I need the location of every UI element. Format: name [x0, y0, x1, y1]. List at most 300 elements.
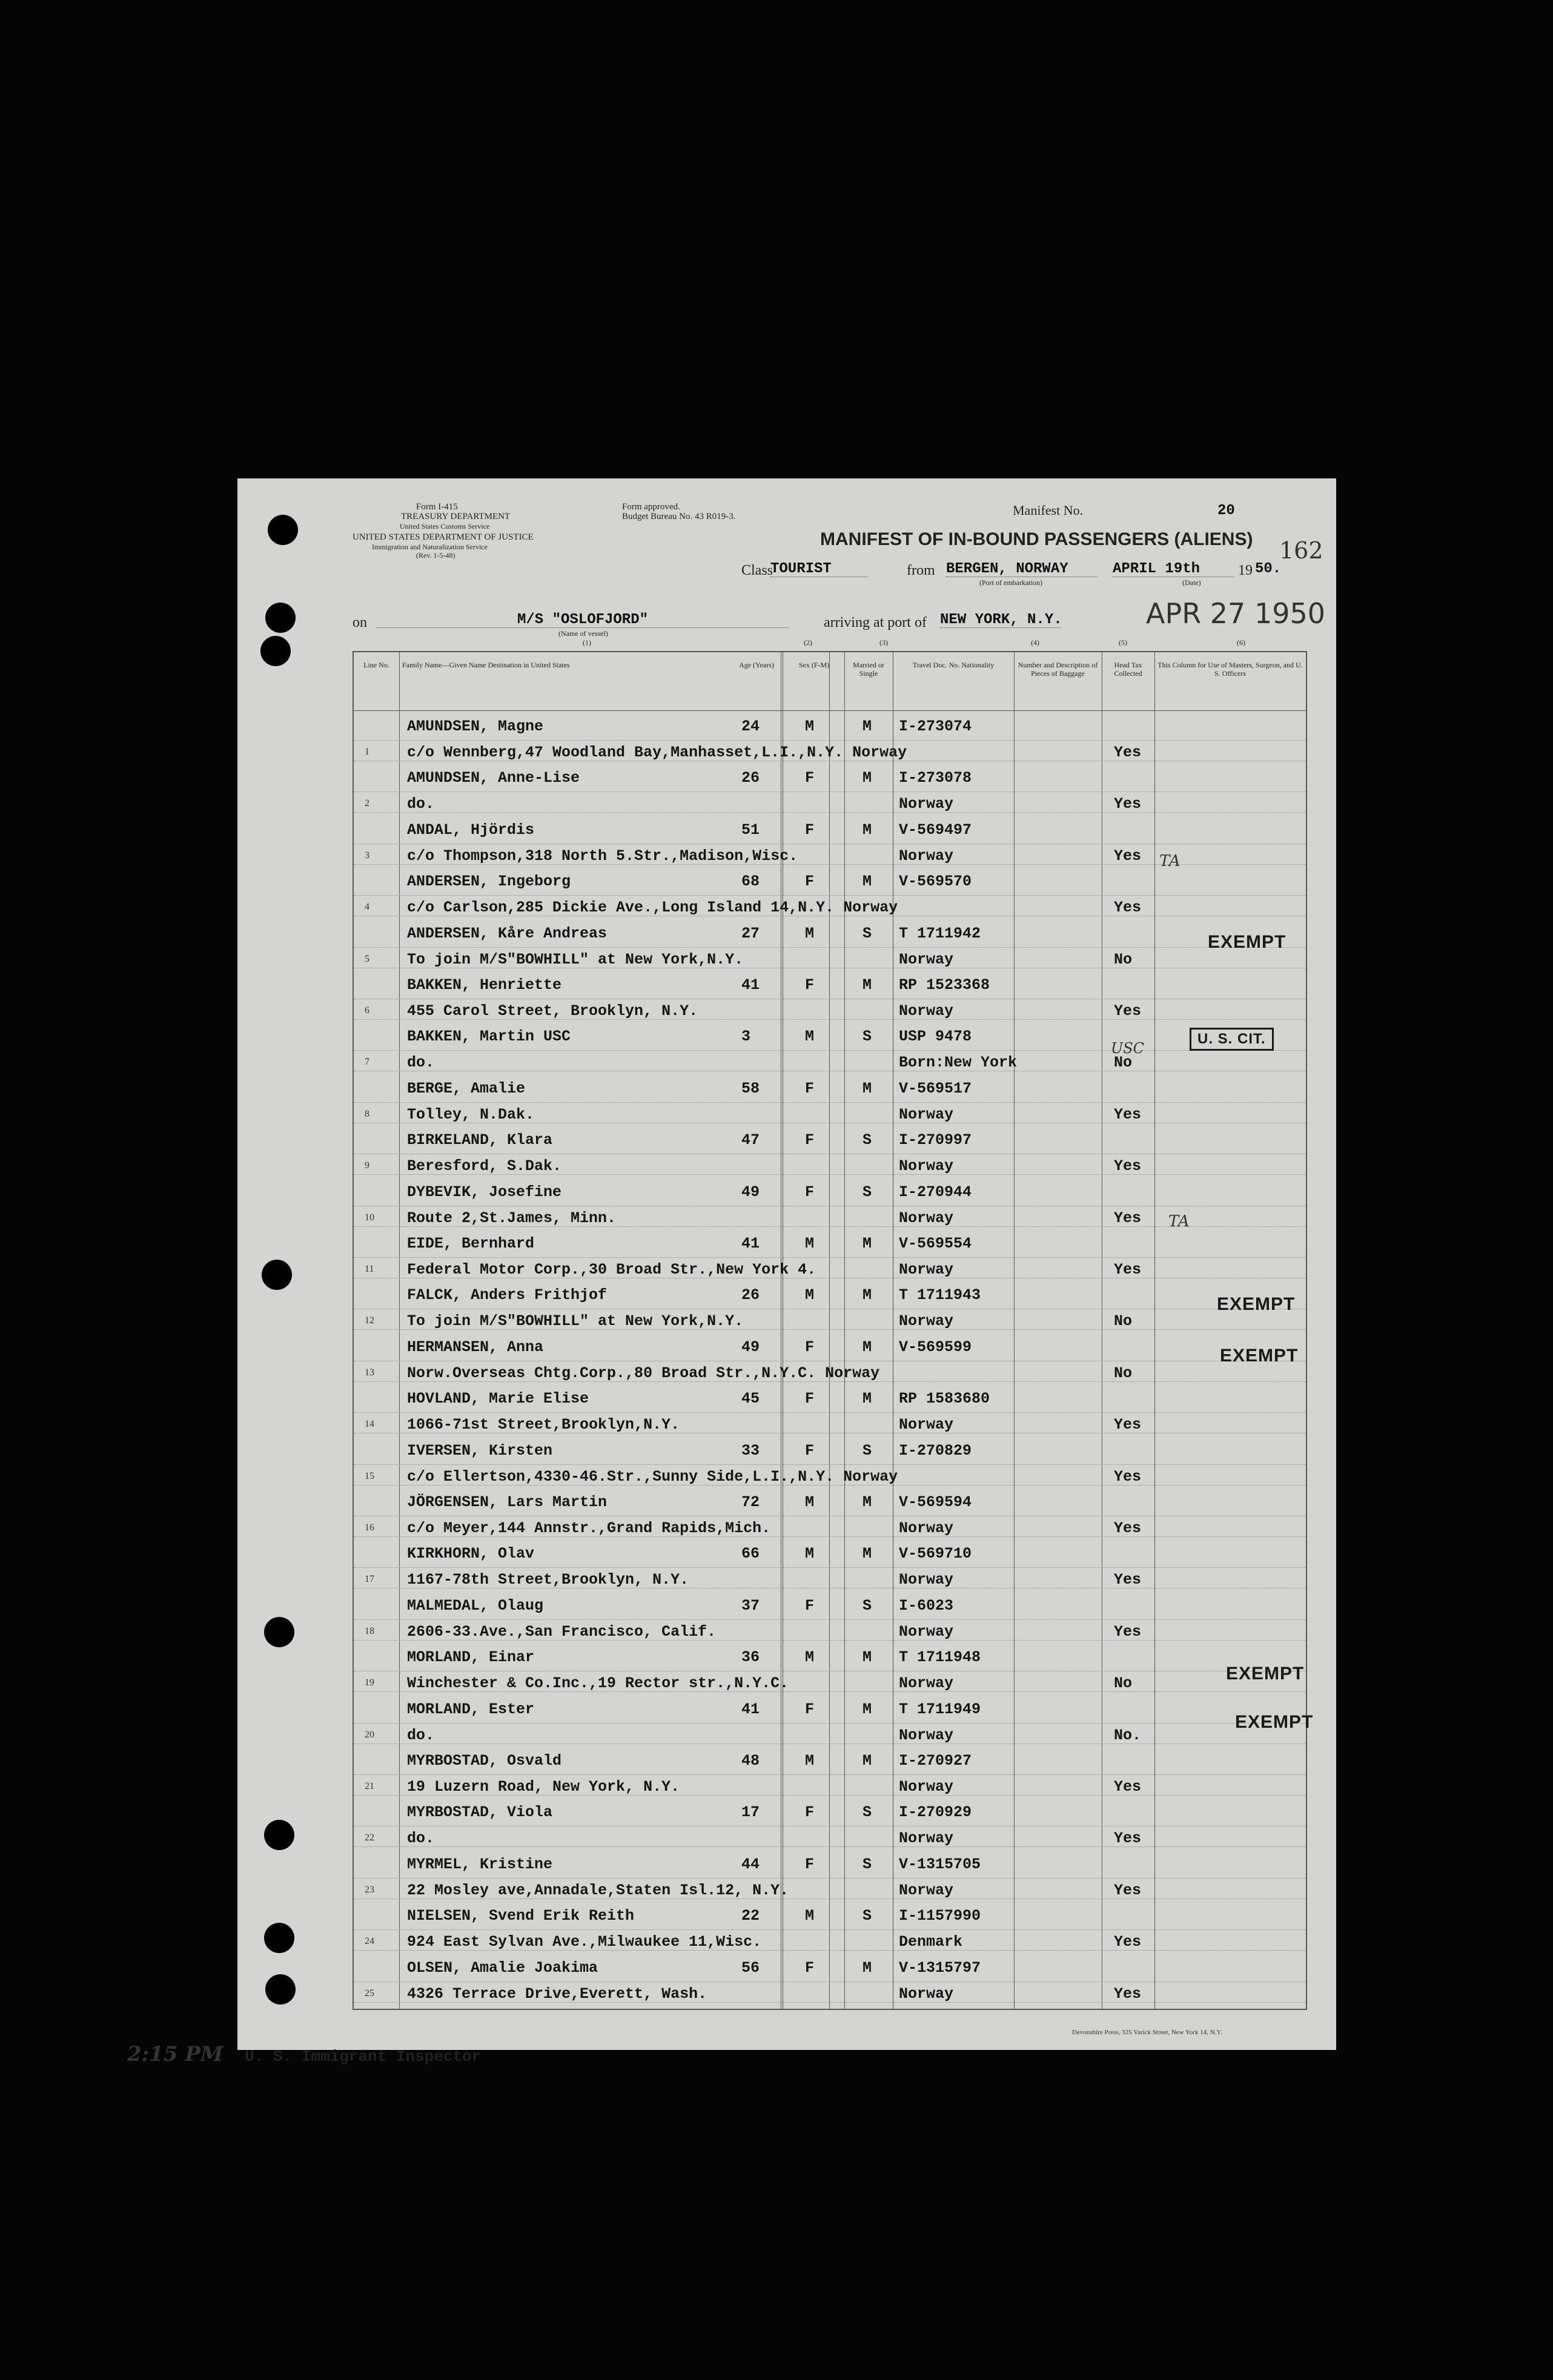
head-tax: Yes — [1114, 1571, 1142, 1589]
col-header-name: Family Name—Given Name Destination in United States — [402, 661, 570, 669]
ta-note: TA — [1159, 852, 1180, 870]
col-num-1: (1) — [583, 638, 591, 647]
from-label: from — [907, 563, 935, 578]
destination: 1167-78th Street,Brooklyn, N.Y. — [407, 1571, 689, 1589]
sex: F — [805, 1079, 815, 1097]
ta-note: TA — [1168, 1212, 1190, 1231]
table-row — [354, 1384, 1306, 1435]
travel-doc-no: V-569554 — [899, 1235, 972, 1252]
age: 37 — [741, 1596, 760, 1615]
age: 33 — [741, 1441, 760, 1459]
table-row — [354, 970, 1306, 1022]
age: 49 — [741, 1338, 760, 1356]
age: 56 — [741, 1959, 760, 1977]
travel-doc-no: I-1157990 — [899, 1907, 981, 1925]
time-note: 2:15 PM — [127, 2042, 224, 2066]
age: 49 — [741, 1183, 760, 1201]
press-credit: Devonshire Press, 325 Varick Street, New York 14, N.Y. — [1072, 2029, 1222, 2036]
destination: Route 2,St.James, Minn. — [407, 1209, 617, 1227]
sex: F — [805, 1338, 815, 1356]
destination: 455 Carol Street, Brooklyn, N.Y. — [407, 1002, 698, 1020]
table-row — [354, 1436, 1306, 1487]
sex: M — [805, 1235, 815, 1252]
table-row — [354, 1849, 1306, 1901]
head-tax: No — [1114, 1674, 1133, 1693]
sex: M — [805, 1752, 815, 1770]
table-row — [354, 1332, 1306, 1384]
line-number: 25 — [365, 1988, 374, 1998]
travel-doc-no: T 1711949 — [899, 1700, 981, 1718]
line-number: 1 — [365, 747, 369, 757]
vessel-note: (Name of vessel) — [558, 629, 608, 638]
passenger-name: MORLAND, Ester — [407, 1700, 535, 1718]
passenger-table — [353, 651, 1314, 2010]
col-header-age: Age (Years) — [739, 661, 774, 669]
sex: M — [805, 1907, 815, 1925]
sex: F — [805, 769, 815, 787]
nationality: Norway — [899, 1002, 954, 1020]
justice-line1: UNITED STATES DEPARTMENT OF JUSTICE — [353, 532, 534, 542]
marital-status: M — [863, 1286, 872, 1304]
age: 26 — [741, 1286, 760, 1304]
nationality: Norway — [899, 1209, 954, 1227]
form-number: Form I-415 — [416, 502, 458, 512]
passenger-name: BERGE, Amalie — [407, 1079, 526, 1097]
age: 68 — [741, 873, 760, 891]
destination: To join M/S"BOWHILL" at New York,N.Y. — [407, 950, 744, 968]
table-row — [354, 1229, 1306, 1280]
destination: Federal Motor Corp.,30 Broad Str.,New York 4. — [407, 1261, 816, 1278]
rev-date: (Rev. 1-5-48) — [416, 551, 455, 560]
table-row — [354, 1642, 1306, 1694]
line-number: 14 — [365, 1419, 374, 1430]
destination: 22 Mosley ave,Annadale,Staten Isl.12, N.Y. — [407, 1881, 789, 1899]
passenger-name: MYRBOSTAD, Viola — [407, 1803, 553, 1822]
col-num-6: (6) — [1237, 638, 1245, 647]
line-number: 15 — [365, 1470, 374, 1481]
nationality: Norway — [899, 1105, 954, 1123]
destination: To join M/S"BOWHILL" at New York,N.Y. — [407, 1312, 744, 1330]
travel-doc-no: V-569594 — [899, 1493, 972, 1511]
table-row — [354, 1694, 1306, 1746]
marital-status: S — [863, 1803, 872, 1822]
table-row — [354, 1591, 1306, 1642]
nationality: Norway — [899, 847, 954, 865]
from-value: BERGEN, NORWAY — [946, 562, 1098, 577]
head-tax: Yes — [1114, 1105, 1142, 1123]
destination: Beresford, S.Dak. — [407, 1157, 562, 1175]
sex: M — [805, 1028, 815, 1046]
budget-number: Budget Bureau No. 43 R019-3. — [622, 512, 736, 521]
age: 41 — [741, 976, 760, 994]
table-row — [354, 1953, 1306, 2005]
sex: F — [805, 821, 815, 839]
marital-status: M — [863, 718, 872, 735]
marital-status: S — [863, 1131, 872, 1149]
line-number: 2 — [365, 798, 369, 809]
passenger-name: MYRBOSTAD, Osvald — [407, 1752, 562, 1770]
col-header-head-tax: Head Tax Collected — [1114, 661, 1142, 678]
head-tax: No — [1114, 1054, 1133, 1072]
age: 47 — [741, 1131, 760, 1149]
sex: M — [805, 718, 815, 735]
head-tax: Yes — [1114, 1519, 1142, 1537]
passenger-name: OLSEN, Amalie Joakima — [407, 1959, 598, 1977]
head-tax: No — [1114, 1312, 1133, 1330]
passenger-name: ANDERSEN, Kåre Andreas — [407, 924, 608, 942]
destination: Tolley, N.Dak. — [407, 1105, 535, 1123]
head-tax: Yes — [1114, 1778, 1142, 1796]
nationality: Born:New York — [899, 1054, 1018, 1072]
travel-doc-no: RP 1583680 — [899, 1390, 990, 1408]
line-number: 11 — [365, 1264, 374, 1274]
exempt-stamp: EXEMPT — [1235, 1712, 1314, 1732]
head-tax: Yes — [1114, 1622, 1142, 1641]
marital-status: S — [863, 924, 872, 942]
usc-handwritten: USC — [1111, 1040, 1145, 1057]
punch-hole — [264, 1617, 294, 1647]
sex: F — [805, 1959, 815, 1977]
col-num-2: (2) — [804, 638, 812, 647]
port-note: (Port of embarkation) — [979, 578, 1042, 587]
travel-doc-no: I-273074 — [899, 718, 972, 735]
year-prefix: 19 — [1238, 563, 1253, 578]
passenger-name: MORLAND, Einar — [407, 1648, 535, 1667]
punch-hole — [260, 636, 291, 666]
age: 41 — [741, 1235, 760, 1252]
handwritten-number: 162 — [1279, 537, 1323, 564]
sex: M — [805, 1545, 815, 1563]
age: 3 — [741, 1028, 751, 1046]
dept-line2: United States Customs Service — [400, 522, 490, 531]
passenger-name: JÖRGENSEN, Lars Martin — [407, 1493, 608, 1511]
destination: 4326 Terrace Drive,Everett, Wash. — [407, 1985, 707, 2003]
col-num-5: (5) — [1119, 638, 1127, 647]
head-tax: No — [1114, 1364, 1133, 1382]
nationality: Norway — [899, 1674, 954, 1693]
line-number: 24 — [365, 1936, 374, 1947]
travel-doc-no: V-569517 — [899, 1079, 972, 1097]
date-value: APRIL 19th — [1113, 562, 1234, 577]
nationality: Norway — [899, 1881, 954, 1899]
age: 48 — [741, 1752, 760, 1770]
line-number: 6 — [365, 1005, 369, 1016]
table-row — [354, 1746, 1306, 1797]
nationality: Norway — [899, 1830, 954, 1848]
marital-status: M — [863, 1959, 872, 1977]
exempt-stamp: EXEMPT — [1217, 1294, 1296, 1314]
destination: c/o Meyer,144 Annstr.,Grand Rapids,Mich. — [407, 1519, 771, 1537]
passenger-name: IVERSEN, Kirsten — [407, 1441, 553, 1459]
table-row — [354, 1797, 1306, 1849]
marital-status: M — [863, 821, 872, 839]
sex: F — [805, 1183, 815, 1201]
table-row — [354, 1074, 1306, 1125]
travel-doc-no: V-1315705 — [899, 1855, 981, 1873]
passenger-name: ANDAL, Hjördis — [407, 821, 535, 839]
passenger-name: ANDERSEN, Ingeborg — [407, 873, 571, 891]
marital-status: S — [863, 1907, 872, 1925]
vessel-name: M/S "OSLOFJORD" — [377, 613, 789, 628]
line-number: 18 — [365, 1625, 374, 1636]
arriving-label: arriving at port of — [824, 615, 927, 630]
travel-doc-no: I-270829 — [899, 1441, 972, 1459]
exempt-stamp: EXEMPT — [1226, 1664, 1305, 1684]
destination: Winchester & Co.Inc.,19 Rector str.,N.Y.C. — [407, 1674, 789, 1693]
head-tax: No. — [1114, 1726, 1142, 1744]
travel-doc-no: RP 1523368 — [899, 976, 990, 994]
passenger-name: BAKKEN, Henriette — [407, 976, 562, 994]
col-num-3: (3) — [879, 638, 888, 647]
travel-doc-no: I-270944 — [899, 1183, 972, 1201]
table-row — [354, 867, 1306, 918]
nationality: Norway — [899, 795, 954, 813]
nationality: Denmark — [899, 1933, 963, 1951]
marital-status: S — [863, 1855, 872, 1873]
head-tax: Yes — [1114, 1985, 1142, 2003]
head-tax: Yes — [1114, 1416, 1142, 1434]
head-tax: Yes — [1114, 1209, 1142, 1227]
sex: M — [805, 1648, 815, 1667]
nationality: Norway — [899, 1261, 954, 1278]
passenger-name: AMUNDSEN, Magne — [407, 718, 544, 735]
line-number: 5 — [365, 953, 369, 964]
date-stamp: APR 27 1950 — [1146, 597, 1326, 630]
marital-status: M — [863, 1493, 872, 1511]
head-tax: Yes — [1114, 847, 1142, 865]
sex: F — [805, 976, 815, 994]
line-number: 20 — [365, 1729, 374, 1740]
head-tax: Yes — [1114, 1830, 1142, 1848]
year-value: 50. — [1255, 561, 1282, 577]
sex: M — [805, 924, 815, 942]
table-row — [354, 763, 1306, 815]
sex: F — [805, 1855, 815, 1873]
destination: do. — [407, 795, 435, 813]
age: 36 — [741, 1648, 760, 1667]
marital-status: M — [863, 1545, 872, 1563]
head-tax: No — [1114, 950, 1133, 968]
passenger-name: MALMEDAL, Olaug — [407, 1596, 544, 1615]
marital-status: M — [863, 1338, 872, 1356]
table-row — [354, 1022, 1306, 1073]
nationality: Norway — [899, 950, 954, 968]
table-row — [354, 1280, 1306, 1332]
line-number: 3 — [365, 850, 369, 861]
col-num-4: (4) — [1031, 638, 1039, 647]
marital-status: S — [863, 1183, 872, 1201]
age: 27 — [741, 924, 760, 942]
table-row — [354, 712, 1306, 763]
line-number: 19 — [365, 1678, 374, 1688]
travel-doc-no: I-273078 — [899, 769, 972, 787]
line-number: 12 — [365, 1315, 374, 1326]
line-number: 9 — [365, 1160, 369, 1171]
travel-doc-no: I-270927 — [899, 1752, 972, 1770]
marital-status: M — [863, 1390, 872, 1408]
passenger-name: FALCK, Anders Frithjof — [407, 1286, 608, 1304]
table-row — [354, 1539, 1306, 1590]
head-tax: Yes — [1114, 1261, 1142, 1278]
passenger-name: NIELSEN, Svend Erik Reith — [407, 1907, 635, 1925]
passenger-name: BIRKELAND, Klara — [407, 1131, 553, 1149]
table-row — [354, 1487, 1306, 1539]
head-tax: Yes — [1114, 744, 1142, 761]
nationality: Norway — [899, 1157, 954, 1175]
punch-hole — [265, 1974, 296, 2005]
nationality: Norway — [899, 1416, 954, 1434]
sex: F — [805, 1441, 815, 1459]
col-header-married: Married or Single — [853, 661, 884, 678]
age: 24 — [741, 718, 760, 735]
manifest-title: MANIFEST OF IN-BOUND PASSENGERS (ALIENS) — [820, 529, 1253, 549]
manifest-no-label: Manifest No. — [1013, 503, 1084, 518]
marital-status: M — [863, 976, 872, 994]
punch-hole — [268, 515, 298, 545]
destination: c/o Wennberg,47 Woodland Bay,Manhasset,L.I.,N.Y. Norway — [407, 744, 907, 761]
travel-doc-no: USP 9478 — [899, 1028, 972, 1046]
punch-hole — [262, 1260, 292, 1290]
class-label: Class — [741, 563, 773, 578]
destination: 924 East Sylvan Ave.,Milwaukee 11,Wisc. — [407, 1933, 762, 1951]
marital-status: S — [863, 1028, 872, 1046]
sex: F — [805, 1700, 815, 1718]
table-row — [354, 1125, 1306, 1177]
travel-doc-no: T 1711948 — [899, 1648, 981, 1667]
arriving-port: NEW YORK, N.Y. — [940, 612, 1062, 628]
col-header-sex: Sex (F-M) — [798, 661, 830, 669]
marital-status: M — [863, 1752, 872, 1770]
age: 17 — [741, 1803, 760, 1822]
destination: 19 Luzern Road, New York, N.Y. — [407, 1778, 680, 1796]
travel-doc-no: V-569599 — [899, 1338, 972, 1356]
table-row — [354, 1177, 1306, 1229]
marital-status: M — [863, 873, 872, 891]
age: 58 — [741, 1079, 760, 1097]
sex: F — [805, 1390, 815, 1408]
marital-status: M — [863, 1079, 872, 1097]
destination: 2606-33.Ave.,San Francisco, Calif. — [407, 1622, 717, 1641]
destination: Norw.Overseas Chtg.Corp.,80 Broad Str.,N.Y.C. Norway — [407, 1364, 880, 1382]
col-header-line-no: Line No. — [363, 661, 389, 669]
head-tax: Yes — [1114, 899, 1142, 917]
nationality: Norway — [899, 1571, 954, 1589]
destination: do. — [407, 1726, 435, 1744]
nationality: Norway — [899, 1622, 954, 1641]
passenger-name: HERMANSEN, Anna — [407, 1338, 544, 1356]
sex: F — [805, 1596, 815, 1615]
sex: F — [805, 1131, 815, 1149]
line-number: 8 — [365, 1108, 369, 1119]
justice-line2: Immigration and Naturalization Service — [372, 543, 488, 551]
head-tax: Yes — [1114, 795, 1142, 813]
form-approved: Form approved. — [622, 502, 680, 512]
passenger-name: AMUNDSEN, Anne-Lise — [407, 769, 580, 787]
head-tax: Yes — [1114, 1467, 1142, 1486]
marital-status: M — [863, 1700, 872, 1718]
punch-hole — [264, 1820, 294, 1850]
destination: c/o Thompson,318 North 5.Str.,Madison,Wisc. — [407, 847, 798, 865]
col-header-baggage: Number and Description of Pieces of Baggage — [1018, 661, 1098, 678]
table-row — [354, 1901, 1306, 1952]
travel-doc-no: V-1315797 — [899, 1959, 981, 1977]
travel-doc-no: I-270929 — [899, 1803, 972, 1822]
head-tax: Yes — [1114, 1157, 1142, 1175]
nationality: Norway — [899, 1778, 954, 1796]
line-number: 4 — [365, 902, 369, 913]
nationality: Norway — [899, 1312, 954, 1330]
exempt-stamp: EXEMPT — [1220, 1346, 1299, 1366]
nationality: Norway — [899, 1726, 954, 1744]
nationality: Norway — [899, 1519, 954, 1537]
marital-status: M — [863, 1235, 872, 1252]
travel-doc-no: V-569570 — [899, 873, 972, 891]
destination: do. — [407, 1830, 435, 1848]
travel-doc-no: V-569710 — [899, 1545, 972, 1563]
passenger-name: HOVLAND, Marie Elise — [407, 1390, 589, 1408]
on-label: on — [353, 615, 367, 630]
age: 26 — [741, 769, 760, 787]
head-tax: Yes — [1114, 1881, 1142, 1899]
age: 66 — [741, 1545, 760, 1563]
marital-status: S — [863, 1441, 872, 1459]
travel-doc-no: I-270997 — [899, 1131, 972, 1149]
passenger-name: DYBEVIK, Josefine — [407, 1183, 562, 1201]
age: 72 — [741, 1493, 760, 1511]
line-number: 22 — [365, 1833, 374, 1843]
travel-doc-no: I-6023 — [899, 1596, 954, 1615]
destination: c/o Ellertson,4330-46.Str.,Sunny Side,L.I.,N.Y. Norway — [407, 1467, 898, 1486]
sex: M — [805, 1493, 815, 1511]
destination: c/o Carlson,285 Dickie Ave.,Long Island 14,N.Y. Norway — [407, 899, 898, 917]
age: 45 — [741, 1390, 760, 1408]
line-number: 16 — [365, 1522, 374, 1533]
age: 44 — [741, 1855, 760, 1873]
passenger-name: KIRKHORN, Olav — [407, 1545, 535, 1563]
travel-doc-no: V-569497 — [899, 821, 972, 839]
age: 51 — [741, 821, 760, 839]
line-number: 17 — [365, 1574, 374, 1585]
head-tax: Yes — [1114, 1002, 1142, 1020]
line-number: 10 — [365, 1212, 374, 1223]
us-cit-stamp: U. S. CIT. — [1190, 1028, 1274, 1051]
passenger-name: BAKKEN, Martin USC — [407, 1028, 571, 1046]
col-header-travel-doc: Travel Doc. No. Nationality — [912, 661, 995, 669]
table-row — [354, 919, 1306, 970]
head-tax: Yes — [1114, 1933, 1142, 1951]
line-number: 13 — [365, 1367, 374, 1378]
date-note: (Date) — [1182, 578, 1201, 587]
exempt-stamp: EXEMPT — [1208, 932, 1286, 952]
age: 22 — [741, 1907, 760, 1925]
sex: M — [805, 1286, 815, 1304]
punch-hole — [265, 603, 296, 633]
class-value: TOURIST — [770, 562, 867, 577]
passenger-name: EIDE, Bernhard — [407, 1235, 535, 1252]
dept-line1: TREASURY DEPARTMENT — [401, 512, 511, 521]
destination: 1066-71st Street,Brooklyn,N.Y. — [407, 1416, 680, 1434]
col-header-officers: This Column for Use of Masters, Surgeon, and U. S. Officers — [1157, 661, 1303, 678]
sex: F — [805, 1803, 815, 1822]
nationality: Norway — [899, 1985, 954, 2003]
line-number: 7 — [365, 1057, 369, 1068]
sex: F — [805, 873, 815, 891]
inspector-label: U. S. Immigrant Inspector — [245, 2048, 482, 2066]
marital-status: M — [863, 769, 872, 787]
line-number: 21 — [365, 1781, 374, 1791]
line-number: 23 — [365, 1884, 374, 1895]
punch-hole — [264, 1923, 294, 1953]
